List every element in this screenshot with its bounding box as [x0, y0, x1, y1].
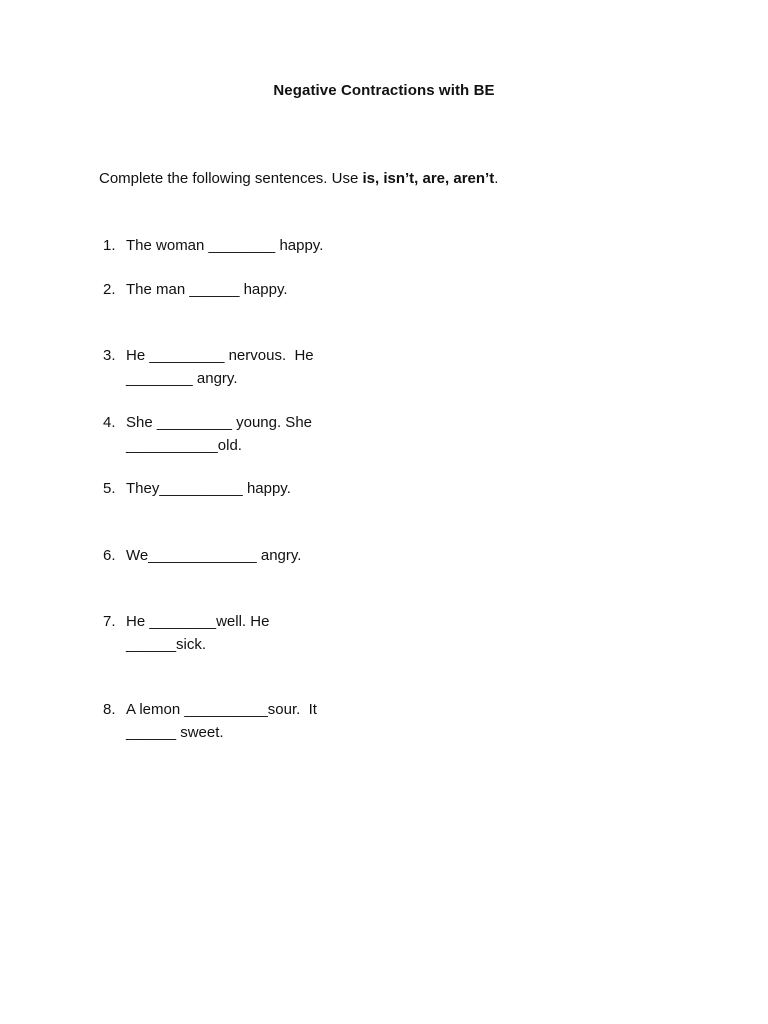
item-number: 6.	[103, 547, 116, 564]
item-number: 2.	[103, 281, 116, 298]
item-line: ___________old.	[126, 436, 242, 454]
item-line: ______ sweet.	[126, 723, 224, 741]
item-line: A lemon __________sour. It	[126, 701, 317, 718]
instructions-suffix: .	[494, 170, 499, 187]
item-number: 5.	[103, 480, 116, 497]
item-number: 8.	[103, 701, 116, 718]
item-line: We_____________ angry.	[126, 547, 302, 564]
worksheet-title: Negative Contractions with BE	[273, 82, 495, 99]
item-line: She _________ young. She	[126, 414, 312, 431]
item-number: 1.	[103, 237, 116, 254]
item-line: He ________well. He	[126, 613, 270, 630]
item-number: 3.	[103, 347, 116, 364]
item-number: 7.	[103, 613, 116, 630]
item-line: ________ angry.	[126, 369, 238, 387]
item-line: They__________ happy.	[126, 480, 291, 497]
item-line: The man ______ happy.	[126, 281, 288, 298]
instructions-bold-words: is, isn’t, are, aren’t	[362, 170, 495, 187]
instructions	[99, 170, 498, 187]
item-line: ______sick.	[126, 635, 207, 653]
item-line: He _________ nervous. He	[126, 347, 314, 364]
instructions-prefix: Complete the following sentences. Use	[99, 170, 363, 187]
item-line: The woman ________ happy.	[126, 237, 324, 254]
item-number: 4.	[103, 414, 116, 431]
